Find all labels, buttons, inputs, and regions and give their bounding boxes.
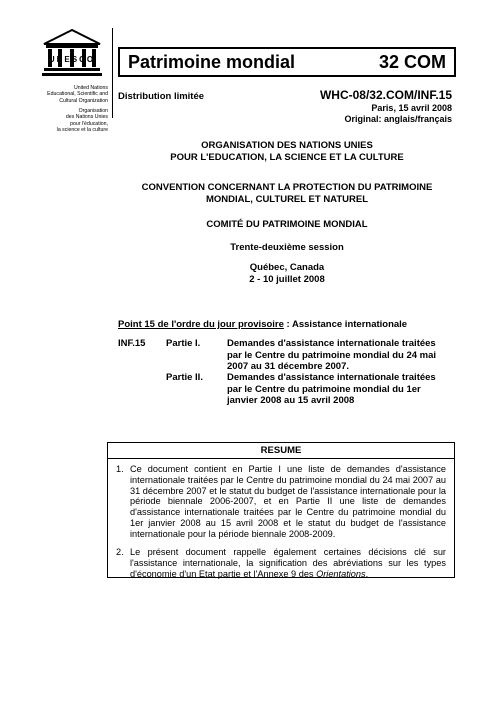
agenda-label: Point 15 de l'ordre du jour provisoire [118,319,284,330]
committee-heading: COMITÉ DU PATRIMOINE MONDIAL [206,219,368,230]
header-box [118,47,456,77]
document-date: Paris, 15 avril 2008 [371,103,452,113]
document-title: Patrimoine mondial [128,52,296,72]
meeting-place: Québec, Canada [249,262,325,273]
agenda-item: Point 15 de l'ordre du jour provisoire : Assistance internationale [118,319,408,330]
agenda-topic: Assistance internationale [292,319,408,330]
resume-box [107,442,455,578]
inf-code: INF.15 [118,338,146,349]
un-name-french: Organisation des Nations Unies pour l'éducation, la science et la culture [56,108,108,133]
part2-label: Partie II. [166,372,203,383]
logo-letters: UNESCO [48,55,96,64]
resume-item-1: 1. Ce document contient en Partie I une liste de demandes d'assistance internationale traitées par le Centre du patrimoine mondial du 24 mai 2007 au 31 décembre 2007 et le statut du budget de l'assistance internationale pour la période biennale 2006-2007, et en Partie II une liste de demandes d'assistance internationale traitées par le Centre du patrimoine mondial du 1er janvier 2008 au 15 avril 2008 et le statut du budget de l'assistance internationale pour la période biennale 2008-2009. [116,464,446,539]
original-language: Original: anglais/français [344,114,452,124]
resume-item-2: 2. Le présent document rappelle également certaines décisions clé sur l'assistance internationale, la signification des abréviations sur les types d'économie d'un Etat partie et l'Annexe 9 des Orientations. [116,547,446,579]
part2-text: Demandes d'assistance internationale traitées par le Centre du patrimoine mondial du 1er janvier 2008 au 15 avril 2008 [227,372,436,406]
un-name-english: United Nations Educational, Scientific and Cultural Organization [47,85,108,104]
session-heading: Trente-deuxième session [230,242,344,253]
session-code: 32 COM [378,52,446,72]
resume-title: RESUME [108,444,454,459]
document-reference: WHC-08/32.COM/INF.15 [319,88,452,102]
unesco-logo [38,28,106,84]
distribution-label: Distribution limitée [118,91,205,102]
part1-label: Partie I. [166,338,201,349]
logo-divider [112,28,113,118]
organisation-heading: ORGANISATION DES NATIONS UNIES POUR L'EDUCATION, LA SCIENCE ET LA CULTURE [170,140,404,163]
part1-text: Demandes d'assistance internationale traitées par le Centre du patrimoine mondial du 24 mai 2007 au 31 décembre 2007. [227,338,437,372]
meeting-dates: 2 - 10 juillet 2008 [249,274,325,285]
convention-heading: CONVENTION CONCERNANT LA PROTECTION DU PATRIMOINE MONDIAL, CULTUREL ET NATUREL [141,182,433,205]
